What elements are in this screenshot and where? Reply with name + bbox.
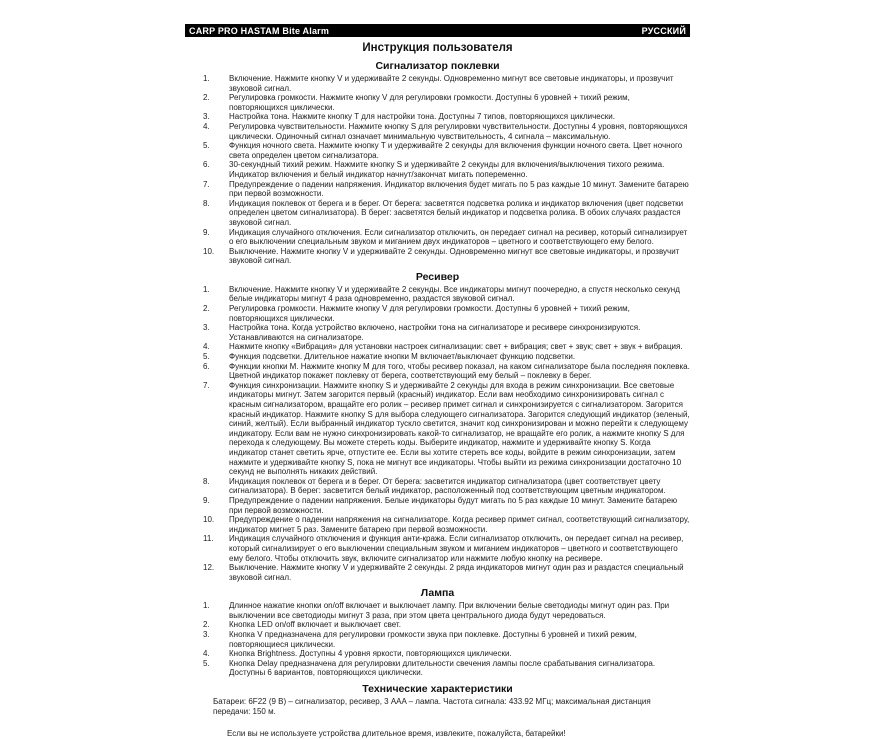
list-item: Регулировка чувствительности. Нажмите кнопку S для регулировки чувствительности. Доступны 4 уровня, повторяющихся циклически. Одиночный сигнал означает минимальную чувствительность, 4 сигнала – максимальную. [229, 121, 688, 141]
section-heading-receiver: Ресивер [415, 270, 460, 283]
section-lamp [185, 587, 690, 678]
specs-paragraph: Батареи: 6F22 (9 В) – сигнализатор, ресивер, 3 AAA – лампа. Частота сигнала: 433.92 МГц; максимальная дистанция передачи: 150 м. [213, 697, 651, 716]
list-item: Нажмите кнопку «Вибрация» для установки настроек сигнализации: свет + вибрация; свет + звук; свет + звук + вибрация. [229, 342, 683, 352]
list-item: Функция подсветки. Длительное нажатие кнопки M включает/выключает функцию подсветки. [229, 352, 576, 362]
list-item: Регулировка громкости. Нажмите кнопку V для регулировки громкости. Доступны 6 уровней + тихий режим, повторяющихся циклически. [229, 304, 630, 323]
instruction-list-bite-alarm [185, 74, 690, 266]
language-label: РУССКИЙ [641, 25, 686, 36]
product-name-label: CARP PRO HASTAM Bite Alarm [189, 25, 330, 36]
list-item: Включение. Нажмите кнопку V и удерживайте 2 секунды. Все индикаторы мигнут поочередно, а спустя несколько секунд белые индикаторы мигнут 4 раза одновременно, раздастся звуковой сигнал. [229, 284, 680, 304]
section-bite-alarm [185, 60, 690, 266]
list-item: Кнопка Delay предназначена для регулировки длительности свечения лампы после срабатывания сигнализатора. Доступны 6 вариантов, повторяющихся циклически. [229, 658, 656, 678]
list-item: Настройка тона. Нажмите кнопку T для настройки тона. Доступны 7 типов, повторяющихся циклически. [229, 112, 615, 122]
list-item: Выключение. Нажмите кнопку V и удерживайте 2 секунды. 2 ряда индикаторов мигнут один раз и раздастся специальный звуковой сигнал. [229, 563, 684, 582]
section-heading-specs: Технические характеристики [362, 683, 513, 696]
list-item: Функция ночного света. Нажмите кнопку T и удерживайте 2 секунды для включения функции ночного света. Цвет ночного света определен цветом сигнализатора. [229, 141, 683, 160]
page-title: Инструкция пользователя [362, 42, 513, 54]
list-item: Регулировка громкости. Нажмите кнопку V для регулировки громкости. Доступны 6 уровней + тихий режим, повторяющихся циклически. [229, 93, 630, 112]
section-receiver [185, 271, 690, 582]
document-page [185, 0, 690, 739]
list-item: Кнопка Brightness. Доступны 4 уровня яркости, повторяющихся циклически. [229, 649, 512, 659]
instruction-list-receiver [185, 285, 690, 582]
footer-note: Если вы не используете устройства длительное время, извлеките, пожалуйста, батарейки! [227, 729, 566, 739]
list-item: Предупреждение о падении напряжения на сигнализаторе. Когда ресивер примет сигнал, соответствующий сигнализатору, индикатор мигнет 5 раз. Замените батарею при первой возможности. [229, 515, 690, 534]
list-item: Индикация случайного отключения. Если сигнализатор отключить, он передает сигнал на ресивер, который сигнализирует о его выключении специальным звуком и миганием двух индикаторов – цветного и соответствующего ему белого. [229, 227, 688, 247]
list-item: 30-секундный тихий режим. Нажмите кнопку S и удерживайте 2 секунды для включения/выключения тихого режима. Индикатор включения и белый индикатор начнут/закончат мигать попеременно. [229, 160, 665, 179]
list-item: Настройка тона. Когда устройство включено, настройки тона на сигнализаторе и ресивере синхронизируются. Устанавливаются на сигнализаторе. [229, 323, 641, 342]
instruction-list-lamp [185, 601, 690, 678]
list-item: Индикация случайного отключения и функция анти-кража. Если сигнализатор отключить, он передает сигнал на ресивер, который сигнализирует о его выключении специальным звуком и миганием индикаторов – цветного и соответствующего ему белого. Чтобы отключить звук, включите сигнализатор или нажмите любую кнопку на ресивере. [229, 534, 684, 563]
list-item: Индикация поклевок от берега и в берег. От берега: засветится индикатор сигнализатора (цвет соответствует цвету сигнализатора). В берег: засветится белый индикатор, расположенный под соответствующим цветным индикатором. [229, 476, 666, 496]
section-specs [185, 683, 690, 716]
header-bar [185, 24, 690, 37]
list-item: Длинное нажатие кнопки on/off включает и выключает лампу. При включении белые светодиоды мигнут один раз. При выключении все светодиоды мигнут 3 раза, при этом цвета центрального диода будут чередоваться. [229, 601, 670, 620]
list-item: Кнопка LED on/off включает и выключает свет. [229, 620, 401, 630]
section-heading-lamp: Лампа [420, 587, 455, 600]
list-item: Функции кнопки M. Нажмите кнопку M для того, чтобы ресивер показал, на каком сигнализаторе была последняя поклевка. Цветной индикатор покажет поклевку от берега, соответствующий ему белый – поклевку в берег. [229, 361, 690, 381]
list-item: Функция синхронизации. Нажмите кнопку S и удерживайте 2 секунды для входа в режим синхронизации. Все световые индикаторы мигнут. Затем загорится первый (красный) индикатор. Если вам необходимо синхронизировать сигнал с красным сигнализатором, вращайте его ролик – ресивер примет сигнал и синхронизируется с сигнализатором. Загорится красный индикатор. Нажмите кнопку S для выбора следующего сигнализатора. Загорится следующий индикатор (зеленый, синий, желтый). Если выбранный индикатор тускло светится, значит код синхронизирован и можно перейти к следующему индикатору. Если вам не нужно синхронизировать какой-то сигнализатор, не вращайте его ролик, а нажмите кнопку S для перехода к следующему. Вы можете стереть коды. Выберите индикатор, нажмите и удерживайте кнопку S. Когда индикатор станет светить ярче, отпустите ее. Если вы хотите стереть все коды, войдите в режим синхронизации, затем нажмите и удерживайте кнопку S, пока не мигнут все индикаторы. Чтобы выйти из режима синхронизации достаточно 10 секунд не выполнять никаких действий. [229, 380, 690, 477]
list-item: Индикация поклевок от берега и в берег. От берега: засветятся подсветка ролика и индикатор включения (цвет подсветки определен цветом сигнализатора). В берег: засветятся белый индикатор и подсветка ролика. В обоих случаях раздастся звуковой сигнал. [229, 198, 684, 227]
list-item: Предупреждение о падении напряжения. Белые индикаторы будут мигать по 5 раз каждые 10 минут. Замените батарею при первой возможности. [229, 495, 678, 515]
section-heading-bite-alarm: Сигнализатор поклевки [375, 60, 500, 72]
list-item: Кнопка V предназначена для регулировки громкости звука при поклевке. Доступны 6 уровней и тихий режим, повторяющиеся циклически. [229, 630, 637, 649]
list-item: Предупреждение о падении напряжения. Индикатор включения будет мигать по 5 раз каждые 10 минут. Замените батарею при первой возможности. [229, 179, 689, 199]
list-item: Выключение. Нажмите кнопку V и удерживайте 2 секунды. Одновременно мигнут все световые индикаторы, и прозвучит звуковой сигнал. [229, 246, 680, 266]
list-item: Включение. Нажмите кнопку V и удерживайте 2 секунды. Одновременно мигнут все световые индикаторы, и прозвучит звуковой сигнал. [229, 74, 674, 93]
